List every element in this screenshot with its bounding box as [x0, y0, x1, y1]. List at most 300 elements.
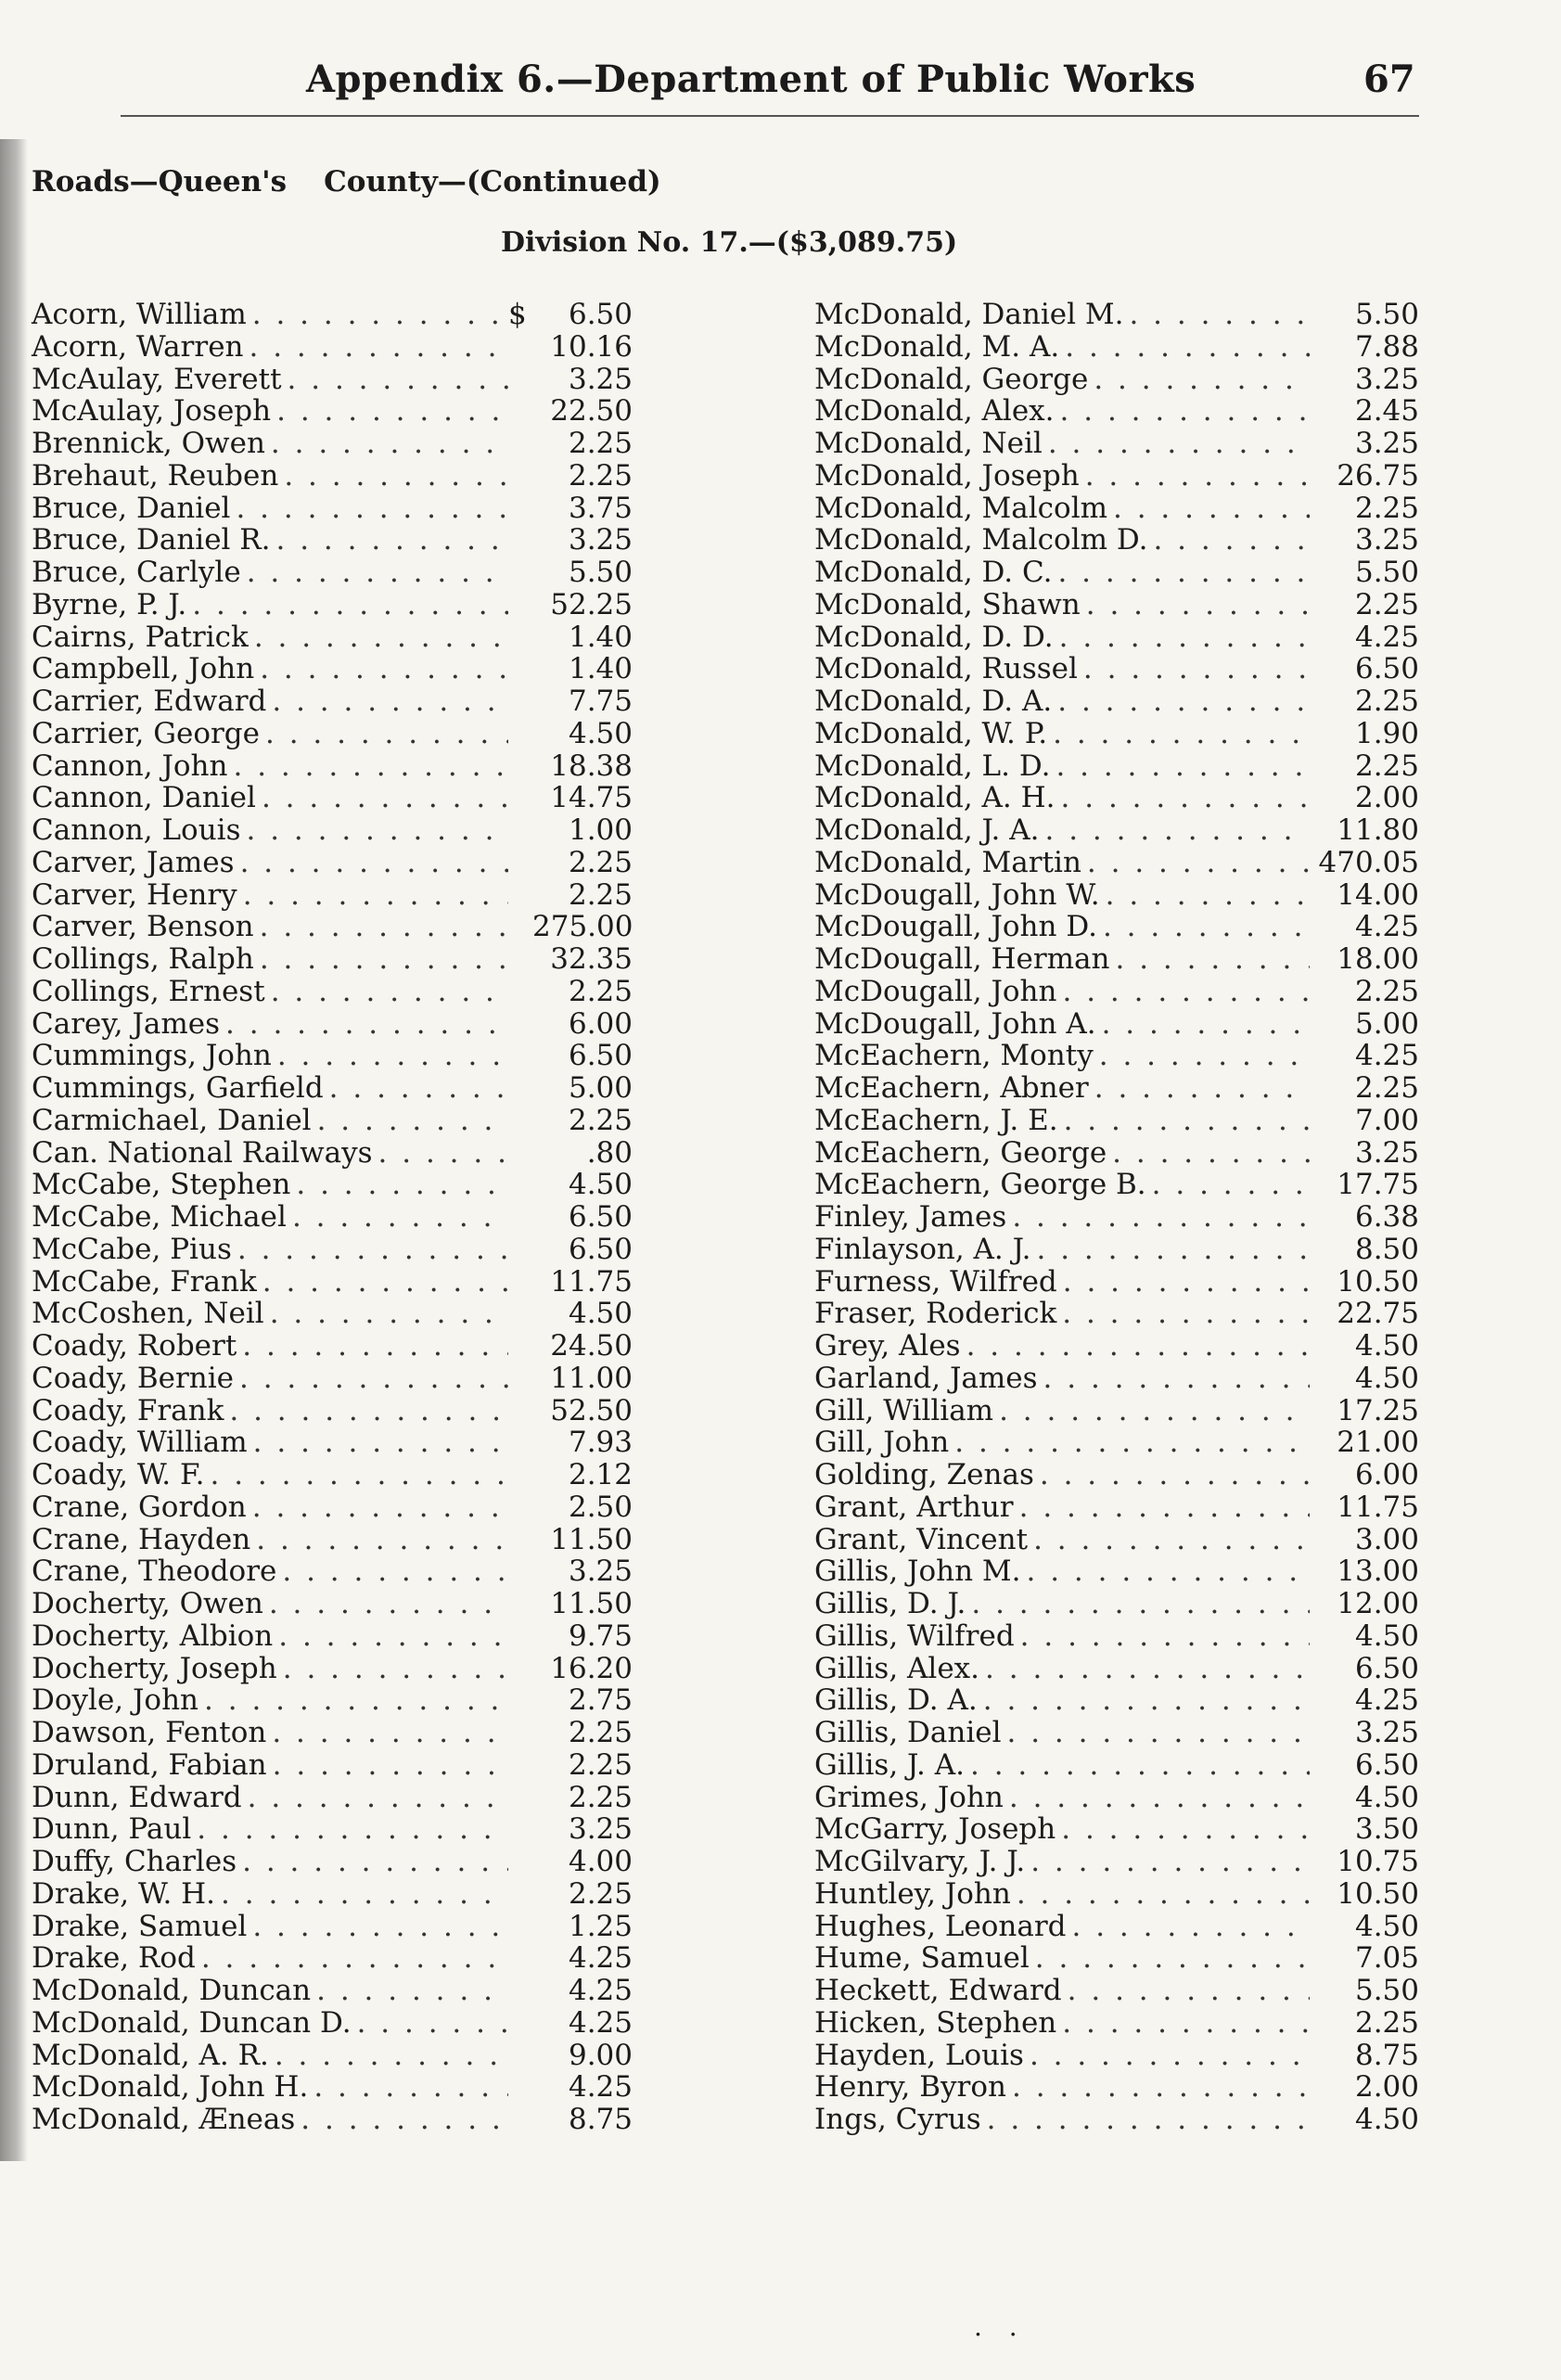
payee-name: McEachern, Abner [814, 1071, 1089, 1105]
payee-name: McCabe, Michael [32, 1200, 287, 1234]
list-item [814, 911, 1419, 943]
payment-amount: 8.75 [1354, 2038, 1419, 2072]
payment-amount: 4.50 [1354, 1780, 1419, 1814]
list-item [32, 1040, 633, 1072]
payment-amount: 2.25 [568, 427, 633, 460]
payment-amount: 8.75 [568, 2103, 633, 2136]
payee-name: Docherty, Owen [32, 1587, 263, 1620]
payment-amount: 4.50 [568, 716, 633, 750]
list-item [32, 493, 633, 525]
payee-name: Drake, Samuel [32, 1909, 248, 1943]
payment-amount: 13.00 [1337, 1555, 1419, 1589]
list-item [32, 1072, 633, 1105]
dot-leader [276, 1555, 508, 1588]
list-item [32, 395, 633, 428]
dot-leader [263, 1588, 508, 1620]
list-item [814, 1491, 1419, 1524]
payment-amount: 2.25 [568, 877, 633, 912]
list-item [814, 395, 1419, 428]
payment-amount: 4.50 [1354, 1361, 1419, 1395]
payee-name: Can. National Railways [32, 1135, 373, 1170]
payment-amount: 17.25 [1337, 1393, 1419, 1427]
dot-leader [1024, 2040, 1310, 2072]
payment-amount: 8.50 [1354, 1232, 1419, 1266]
payee-name: Gillis, Alex. [814, 1651, 980, 1685]
payee-name: McAulay, Joseph [32, 394, 272, 429]
payment-amount: 4.25 [1354, 1039, 1419, 1073]
payee-name: McDougall, John A. [814, 1006, 1096, 1041]
payment-amount: 7.00 [1354, 1103, 1419, 1137]
payee-name: McEachern, George B. [814, 1168, 1146, 1202]
list-item [32, 460, 633, 493]
payment-amount: 7.75 [568, 685, 633, 718]
list-item [32, 1363, 633, 1395]
payee-name: Cummings, Garfield [32, 1071, 324, 1105]
dot-leader [1123, 299, 1310, 331]
list-item [814, 589, 1419, 621]
dot-leader [290, 1169, 508, 1201]
payee-name: Bruce, Carlyle [32, 556, 241, 589]
payment-amount: 1.25 [568, 1909, 633, 1943]
payment-amount: 2.25 [1354, 2005, 1419, 2040]
section-title-part2: County—(Continued) [324, 165, 661, 198]
payment-amount: 4.50 [568, 1297, 633, 1331]
payment-amount: 2.25 [568, 1103, 633, 1137]
dot-leader [260, 718, 508, 750]
dot-leader [266, 1717, 508, 1749]
dot-leader [254, 653, 508, 685]
list-item [814, 1137, 1419, 1170]
dot-leader [1056, 2007, 1310, 2040]
division-heading: Division No. 17.—($3,089.75) [501, 226, 958, 259]
dot-leader [965, 1749, 1310, 1782]
dot-leader [1050, 750, 1310, 783]
payment-amount: 4.50 [1354, 1619, 1419, 1653]
dot-leader [198, 1684, 508, 1717]
payee-name: Furness, Wilfred [814, 1264, 1057, 1299]
payee-name: Cairns, Patrick [32, 620, 249, 654]
dot-leader [1052, 685, 1310, 718]
footer-marks: . . [974, 2311, 1027, 2342]
payee-name: Carrier, Edward [32, 685, 267, 718]
list-item [814, 1684, 1419, 1717]
dot-leader [244, 331, 508, 364]
dot-leader [272, 1040, 508, 1072]
dot-leader [1034, 1459, 1310, 1491]
payment-amount: 2.00 [1354, 781, 1419, 815]
payee-name: Acorn, William [32, 298, 247, 331]
list-item [814, 2007, 1419, 2040]
list-item [814, 621, 1419, 654]
payment-amount: 26.75 [1337, 458, 1419, 493]
dot-leader [278, 460, 508, 493]
list-item [32, 1459, 633, 1491]
payee-name: McDonald, Duncan [32, 1974, 312, 2007]
dot-leader [254, 911, 508, 943]
list-item [814, 1782, 1419, 1814]
dot-leader [1107, 1137, 1310, 1170]
payee-name: Garland, James [814, 1361, 1038, 1395]
list-item [32, 782, 633, 814]
payee-name: McDonald, M. A. [814, 329, 1060, 364]
list-item [32, 589, 633, 621]
list-item [814, 1653, 1419, 1685]
list-item [814, 1266, 1419, 1299]
list-item [814, 1942, 1419, 1975]
payee-name: McDonald, L. D. [814, 749, 1051, 783]
payment-amount: 4.50 [1354, 2103, 1419, 2136]
dot-leader [186, 589, 508, 621]
section-title-part1: Roads—Queen's [32, 165, 288, 198]
payee-name: Henry, Byron [814, 2070, 1007, 2105]
dot-leader [1096, 1008, 1310, 1041]
payment-amount: 4.50 [1354, 1329, 1419, 1363]
list-item [32, 1684, 633, 1717]
payee-name: McGarry, Joseph [814, 1812, 1056, 1847]
list-item [32, 2007, 633, 2040]
payee-name: Fraser, Roderick [814, 1297, 1057, 1331]
payment-amount: 4.25 [568, 2005, 633, 2040]
right-column-list [814, 299, 1419, 2136]
payee-name: McDougall, John W. [814, 877, 1100, 912]
list-item [814, 1427, 1419, 1459]
payee-name: McAulay, Everett [32, 362, 282, 396]
payee-name: Coady, Frank [32, 1393, 224, 1427]
payment-amount: 3.25 [1354, 1716, 1419, 1749]
payee-name: Coady, Robert [32, 1329, 237, 1363]
payee-name: Hume, Samuel [814, 1941, 1030, 1976]
dot-leader [1006, 1201, 1310, 1234]
payment-amount: 2.45 [1354, 394, 1419, 429]
payee-name: McDougall, John D. [814, 910, 1097, 944]
payee-name: McDonald, Joseph [814, 458, 1080, 493]
dot-leader [1056, 1813, 1310, 1846]
payment-amount: 2.25 [568, 974, 633, 1008]
dot-leader [228, 750, 509, 783]
dot-leader [1055, 395, 1310, 428]
list-item [32, 1782, 633, 1814]
payee-name: McDonald, Shawn [814, 587, 1081, 621]
payee-name: Cannon, Daniel [32, 781, 256, 815]
list-item [814, 782, 1419, 814]
payment-amount: 32.35 [550, 942, 633, 976]
dot-leader [1021, 1555, 1310, 1588]
payee-name: Acorn, Warren [32, 329, 244, 364]
payment-amount: 9.75 [568, 1619, 633, 1653]
payment-amount: 4.25 [1354, 910, 1419, 944]
list-item [32, 1201, 633, 1234]
list-item [32, 976, 633, 1008]
list-item [32, 1395, 633, 1427]
payee-name: Carmichael, Daniel [32, 1103, 312, 1137]
dot-leader [264, 1298, 508, 1330]
list-item [32, 2071, 633, 2104]
payee-name: McDonald, D. C. [814, 556, 1053, 589]
list-item [814, 524, 1419, 557]
dot-leader [269, 2040, 508, 2072]
list-item [32, 1169, 633, 1201]
payee-name: Carrier, George [32, 716, 261, 750]
dot-leader [1097, 911, 1310, 943]
payee-name: McDonald, Malcolm [814, 491, 1108, 525]
list-item [814, 299, 1419, 331]
list-item [814, 331, 1419, 364]
dot-leader [1002, 1717, 1310, 1749]
payment-amount: 5.50 [1354, 298, 1419, 331]
payee-name: Gillis, Wilfred [814, 1619, 1015, 1653]
payee-name: Docherty, Joseph [32, 1651, 277, 1685]
payee-name: Crane, Hayden [32, 1522, 251, 1556]
dot-leader [249, 621, 508, 654]
payment-amount: 6.50 [568, 1039, 633, 1073]
payment-amount: 275.00 [532, 910, 633, 944]
list-item [32, 2104, 633, 2136]
payment-amount: 11.75 [550, 1264, 633, 1299]
payee-name: McDonald, George [814, 362, 1089, 396]
payee-name: Crane, Gordon [32, 1490, 247, 1524]
payee-name: Cannon, John [32, 749, 228, 783]
payment-amount: 52.25 [550, 587, 633, 621]
payment-amount: 10.75 [1337, 1845, 1419, 1878]
payment-amount: 4.50 [1354, 1909, 1419, 1943]
payment-amount: 2.25 [568, 1716, 633, 1749]
list-item [32, 750, 633, 783]
list-item [814, 653, 1419, 685]
payee-name: McDonald, Alex. [814, 394, 1055, 429]
dot-leader [1088, 364, 1310, 396]
list-item [32, 1588, 633, 1620]
payment-amount: 11.75 [1337, 1490, 1419, 1524]
payee-name: McCabe, Pius [32, 1232, 232, 1266]
dot-leader [993, 1395, 1310, 1427]
payment-amount: 2.25 [568, 845, 633, 879]
list-item [814, 1975, 1419, 2007]
list-item [32, 653, 633, 685]
list-item [814, 2040, 1419, 2072]
payee-name: McDonald, Daniel M. [814, 298, 1124, 331]
payee-name: Ings, Cyrus [814, 2103, 981, 2136]
list-item [814, 428, 1419, 460]
payee-name: McDonald, Neil [814, 427, 1043, 460]
dot-leader [277, 1653, 508, 1685]
payee-name: McEachern, Monty [814, 1039, 1094, 1073]
list-item [814, 1555, 1419, 1588]
list-item [814, 718, 1419, 750]
payment-amount: 10.16 [550, 329, 633, 364]
payment-amount: 7.93 [568, 1426, 633, 1460]
payment-amount: 2.25 [1354, 587, 1419, 621]
payee-name: McDonald, D. D. [814, 620, 1054, 654]
payee-name: McDougall, Herman [814, 942, 1110, 976]
payment-amount: 3.75 [568, 491, 633, 525]
dot-leader [224, 1395, 508, 1427]
payment-amount: 16.20 [550, 1651, 633, 1685]
list-item [814, 2071, 1419, 2104]
payment-amount: 2.25 [1354, 685, 1419, 718]
payee-name: McDonald, Malcolm D. [814, 523, 1148, 557]
list-item [814, 1459, 1419, 1491]
payment-amount: 470.05 [1318, 845, 1419, 879]
payee-name: McCabe, Frank [32, 1264, 257, 1299]
dot-leader [196, 1942, 508, 1975]
dot-leader [311, 1975, 508, 2007]
dot-leader [234, 1363, 508, 1395]
dot-leader [232, 1234, 508, 1266]
dot-leader [271, 524, 508, 557]
list-item [32, 1975, 633, 2007]
list-item [814, 1330, 1419, 1363]
payee-name: Grimes, John [814, 1780, 1004, 1814]
dot-leader [966, 1588, 1310, 1620]
dot-leader [273, 1620, 508, 1653]
payment-amount: 2.25 [568, 1876, 633, 1911]
list-item [32, 1137, 633, 1170]
dot-leader [271, 395, 508, 428]
dot-leader [324, 1072, 508, 1105]
dot-leader [254, 943, 508, 976]
payee-name: Grant, Arthur [814, 1490, 1014, 1524]
payment-amount: 3.00 [1354, 1522, 1419, 1556]
payee-name: Huntley, John [814, 1876, 1011, 1911]
payment-amount: 5.50 [568, 556, 633, 589]
payee-name: Hayden, Louis [814, 2038, 1024, 2072]
payee-name: Carey, James [32, 1006, 221, 1041]
dot-leader [352, 2007, 508, 2040]
dot-leader [1110, 943, 1311, 976]
dot-leader [1056, 976, 1310, 1008]
payee-name: Dunn, Edward [32, 1780, 242, 1814]
payee-name: Campbell, John [32, 652, 255, 686]
payment-amount: 2.25 [568, 1747, 633, 1782]
dot-leader [265, 428, 508, 460]
list-item [814, 1298, 1419, 1330]
dot-leader [266, 685, 508, 718]
list-item [32, 1427, 633, 1459]
list-item [32, 1555, 633, 1588]
list-item [814, 1363, 1419, 1395]
payment-amount: 6.00 [568, 1006, 633, 1041]
dot-leader [1062, 1975, 1310, 2007]
dot-leader [1028, 1524, 1310, 1556]
dot-leader [1058, 1105, 1310, 1137]
payment-amount: 52.50 [550, 1393, 633, 1427]
payee-name: Carver, Benson [32, 910, 254, 944]
payment-amount: 11.80 [1337, 813, 1419, 847]
payee-name: Collings, Ralph [32, 942, 254, 976]
list-item [32, 1620, 633, 1653]
payment-amount: 9.00 [568, 2038, 633, 2072]
page-number: 67 [1363, 58, 1415, 101]
payee-name: Gillis, D. A. [814, 1683, 978, 1718]
dot-leader [230, 493, 508, 525]
dot-leader [257, 1266, 508, 1299]
dot-leader [287, 1201, 508, 1234]
dot-leader [1047, 718, 1310, 750]
list-item [814, 1524, 1419, 1556]
payee-name: Coady, W. F. [32, 1458, 205, 1491]
list-item [32, 1749, 633, 1782]
dot-leader [1080, 460, 1310, 493]
payment-amount: 3.25 [568, 523, 633, 557]
payment-amount: 11.00 [550, 1361, 633, 1395]
payee-name: McEachern, J. E. [814, 1103, 1058, 1137]
payee-name: Gillis, Daniel [814, 1716, 1002, 1749]
payee-name: Crane, Theodore [32, 1555, 277, 1589]
list-item [814, 1911, 1419, 1943]
payment-amount: 4.25 [1354, 620, 1419, 654]
payment-amount: 2.25 [1354, 1071, 1419, 1105]
payee-name: McGilvary, J. J. [814, 1845, 1026, 1878]
dot-leader [1043, 428, 1310, 460]
payment-amount: 5.50 [1354, 556, 1419, 589]
payment-amount: 2.12 [568, 1458, 633, 1491]
payment-amount: 24.50 [550, 1329, 633, 1363]
list-item [32, 1911, 633, 1943]
payee-name: Docherty, Albion [32, 1619, 274, 1653]
payee-name: Dunn, Paul [32, 1812, 192, 1847]
dot-leader [265, 976, 508, 1008]
payee-name: Coady, Bernie [32, 1361, 234, 1395]
payee-name: Finley, James [814, 1200, 1007, 1234]
payee-name: McDonald, D. A. [814, 685, 1053, 718]
payment-amount: 3.25 [568, 1555, 633, 1589]
dot-leader [241, 557, 508, 589]
left-column-list [32, 299, 633, 2136]
payment-amount: 22.50 [550, 394, 633, 429]
list-item [814, 557, 1419, 589]
payment-amount: 3.50 [1354, 1812, 1419, 1847]
payment-amount: 14.75 [550, 781, 633, 815]
dot-leader [242, 1782, 508, 1814]
list-item [814, 814, 1419, 847]
list-item [32, 524, 633, 557]
list-item [32, 1491, 633, 1524]
payment-amount: 4.25 [568, 2070, 633, 2105]
payee-name: Cannon, Louis [32, 813, 241, 847]
list-item [814, 1813, 1419, 1846]
list-item [32, 428, 633, 460]
dot-leader [1057, 1266, 1310, 1299]
payee-name: Drake, W. H. [32, 1876, 216, 1911]
payment-amount: 3.25 [1354, 1135, 1419, 1170]
payee-name: Duffy, Charles [32, 1845, 237, 1878]
dot-leader [1089, 1072, 1310, 1105]
payment-amount: 14.00 [1337, 877, 1419, 912]
list-item [32, 1008, 633, 1041]
payment-amount: 6.50 [1354, 1747, 1419, 1782]
payee-name: McEachern, George [814, 1135, 1107, 1170]
payee-name: McDonald, Martin [814, 845, 1081, 879]
list-item [32, 1105, 633, 1137]
payment-amount: 1.40 [568, 652, 633, 686]
dot-leader [978, 1684, 1310, 1717]
payee-name: Druland, Fabian [32, 1747, 267, 1782]
payment-amount: 2.25 [1354, 491, 1419, 525]
dot-leader [1025, 1846, 1310, 1878]
payment-amount: 3.25 [568, 1812, 633, 1847]
dot-leader [205, 1459, 509, 1491]
dot-leader [308, 2071, 508, 2104]
payment-amount: 2.25 [568, 458, 633, 493]
list-item [814, 493, 1419, 525]
payment-amount: 4.25 [1354, 1683, 1419, 1718]
section-heading [32, 165, 661, 198]
payment-amount: 2.25 [568, 1780, 633, 1814]
payee-name: Bruce, Daniel [32, 491, 231, 525]
payee-name: Coady, William [32, 1426, 248, 1460]
payee-name: Byrne, P. J. [32, 587, 187, 621]
payee-name: Drake, Rod [32, 1941, 196, 1976]
